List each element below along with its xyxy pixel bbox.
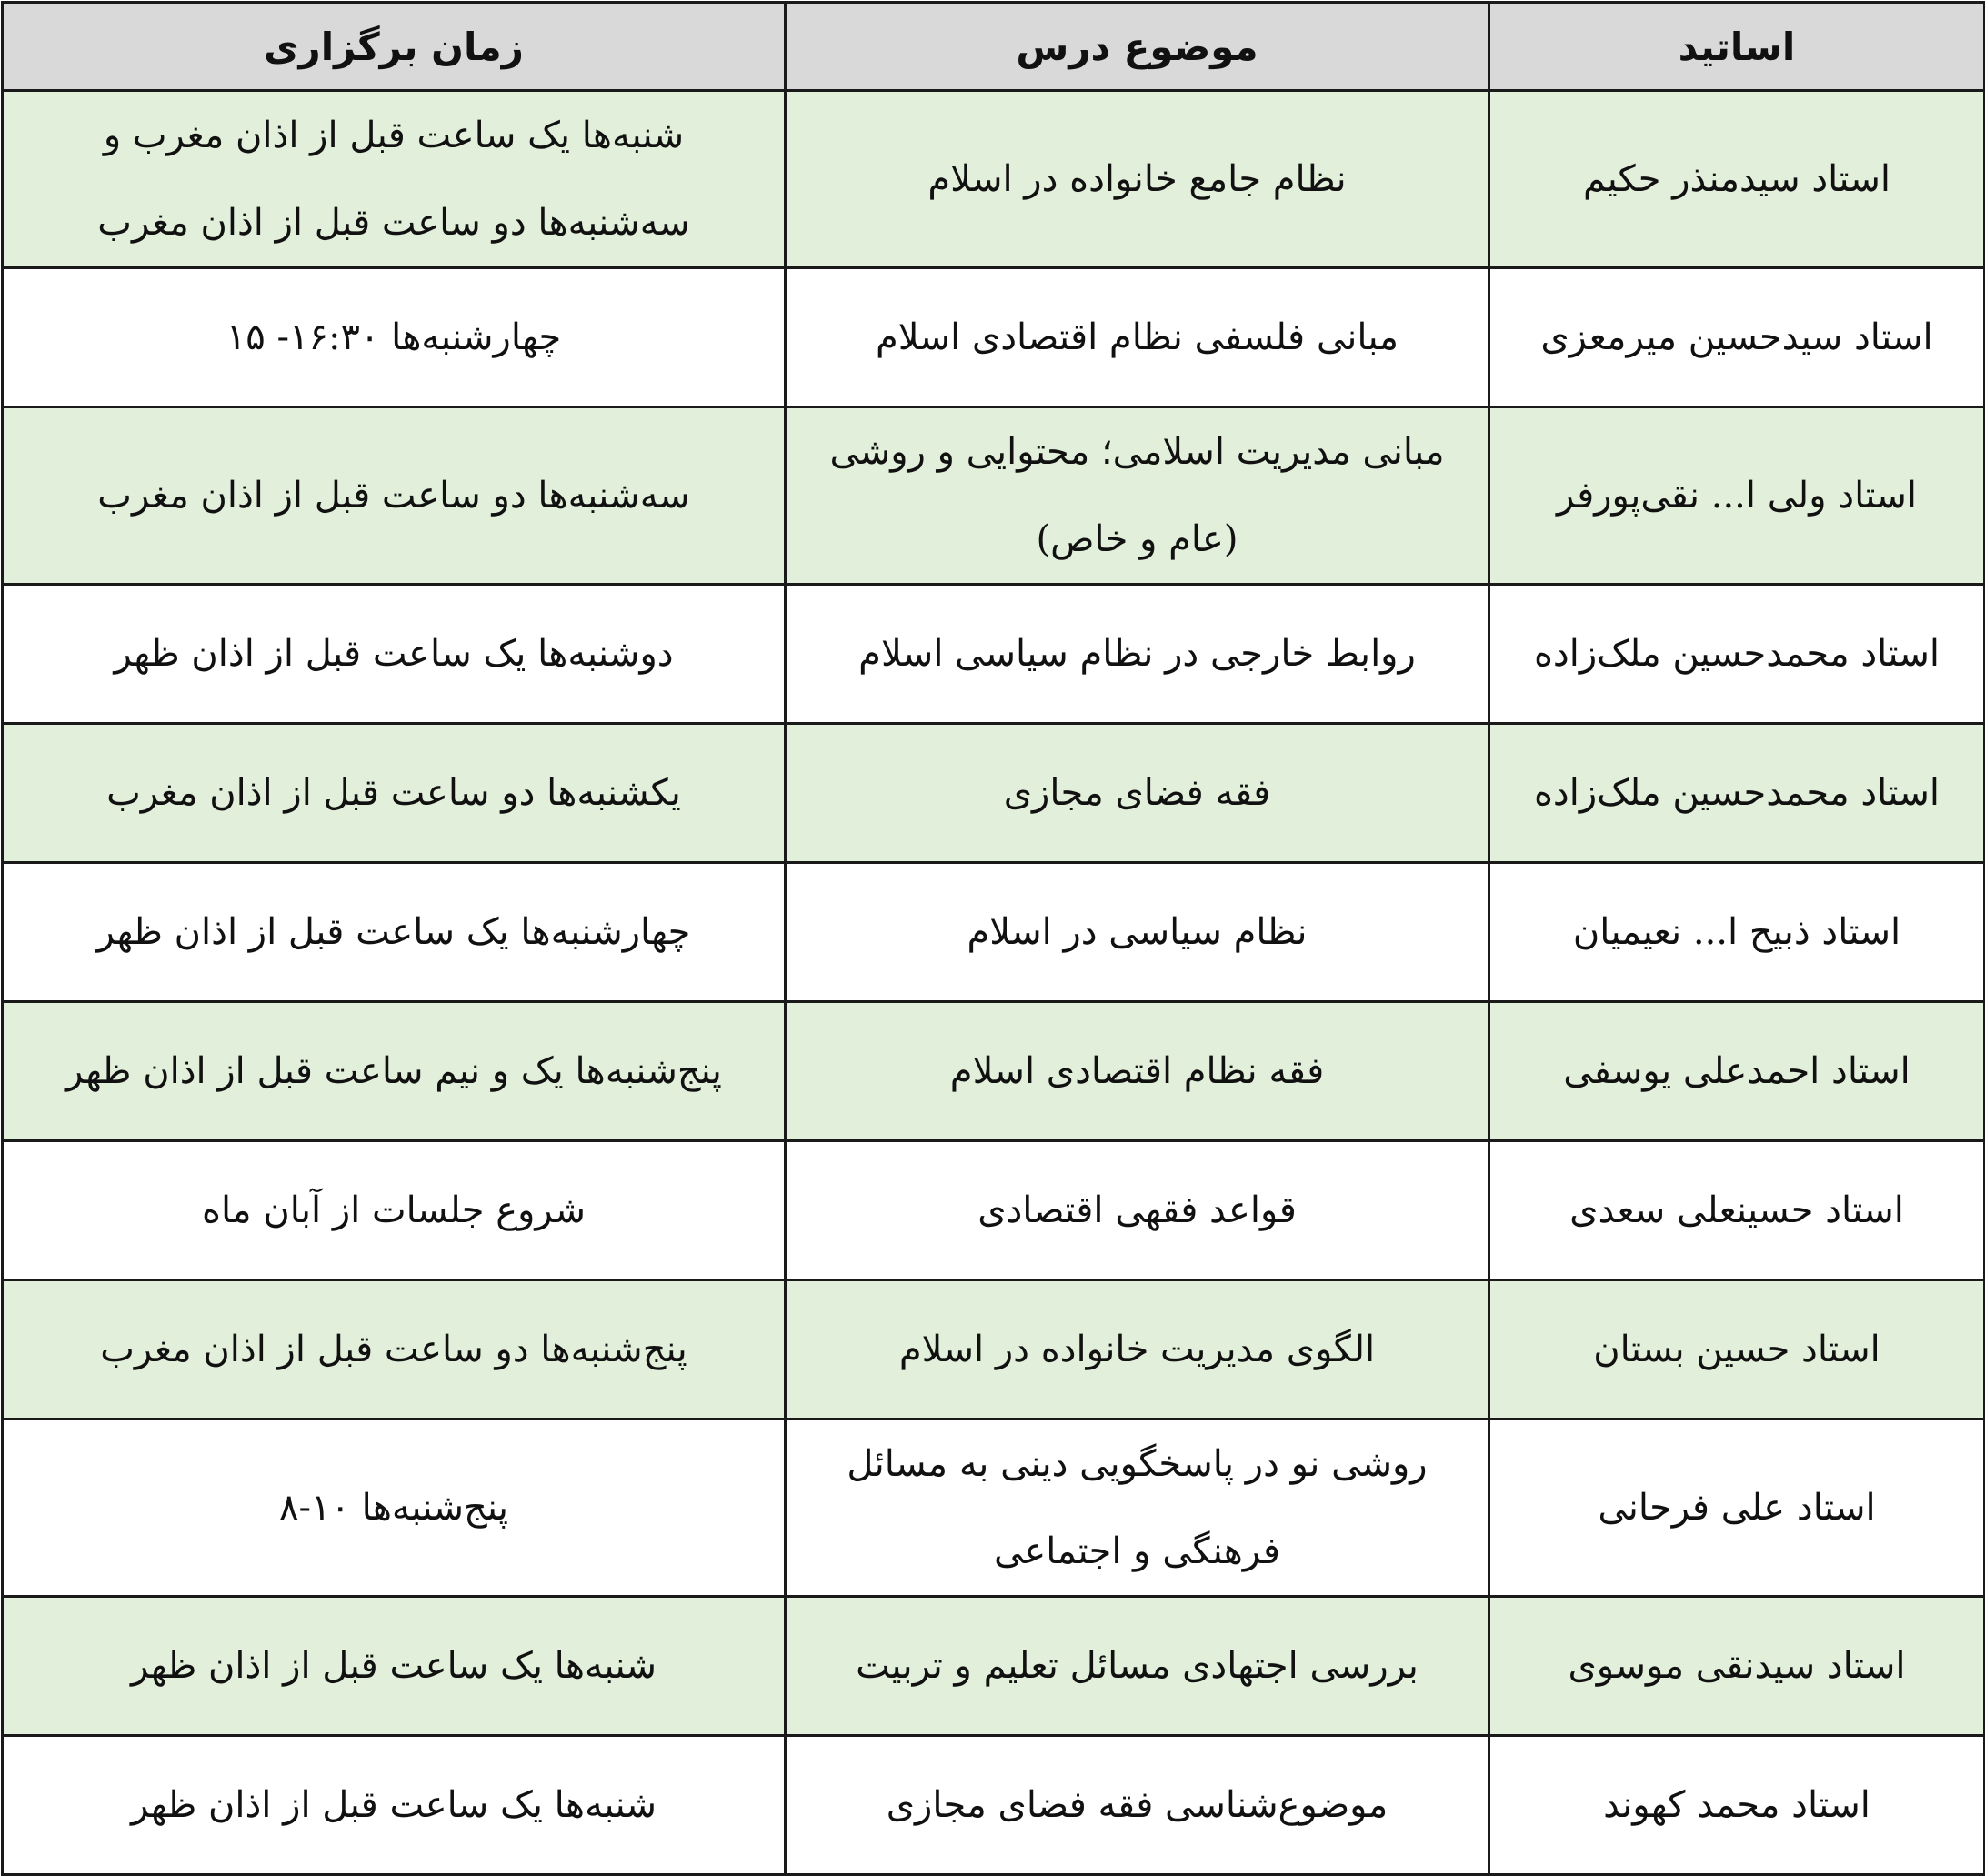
topic-cell: روشی نو در پاسخگویی دینی به مسائل فرهنگی و اجتماعی <box>786 1420 1489 1597</box>
table-row <box>3 585 1985 724</box>
time-cell: سه‌شنبه‌ها دو ساعت قبل از اذان مغرب <box>3 407 786 585</box>
professor-cell: استاد محمدحسین ملک‌زاده <box>1489 724 1985 863</box>
topic-cell: روابط خارجی در نظام سیاسی اسلام <box>786 585 1489 724</box>
header-professor: اساتید <box>1489 3 1985 91</box>
time-cell: پنج‌شنبه‌ها دو ساعت قبل از اذان مغرب <box>3 1280 786 1420</box>
table-row <box>3 1141 1985 1280</box>
table-row <box>3 1280 1985 1420</box>
header-time: زمان برگزاری <box>3 3 786 91</box>
table-row <box>3 91 1985 268</box>
professor-cell: استاد علی فرحانی <box>1489 1420 1985 1597</box>
topic-cell: قواعد فقهی اقتصادی <box>786 1141 1489 1280</box>
topic-cell: فقه فضای مجازی <box>786 724 1489 863</box>
course-schedule-table <box>1 1 1985 1876</box>
topic-cell: الگوی مدیریت خانواده در اسلام <box>786 1280 1489 1420</box>
time-cell: چهارشنبه‌ها یک ساعت قبل از اذان ظهر <box>3 863 786 1002</box>
time-cell: چهارشنبه‌ها ۱۶:۳۰- ۱۵ <box>3 268 786 407</box>
time-cell: دوشنبه‌ها یک ساعت قبل از اذان ظهر <box>3 585 786 724</box>
table-row <box>3 863 1985 1002</box>
time-cell: پنج‌شنبه‌ها ۱۰-۸ <box>3 1420 786 1597</box>
time-cell: شنبه‌ها یک ساعت قبل از اذان مغرب و سه‌شنبه‌ها دو ساعت قبل از اذان مغرب <box>3 91 786 268</box>
professor-cell: استاد سیدمنذر حکیم <box>1489 91 1985 268</box>
professor-cell: استاد ذبیح ا... نعیمیان <box>1489 863 1985 1002</box>
topic-cell: مبانی فلسفی نظام اقتصادی اسلام <box>786 268 1489 407</box>
table-row <box>3 1420 1985 1597</box>
time-cell: شنبه‌ها یک ساعت قبل از اذان ظهر <box>3 1736 786 1875</box>
header-row <box>3 3 1985 91</box>
professor-cell: استاد حسین بستان <box>1489 1280 1985 1420</box>
professor-cell: استاد احمدعلی یوسفی <box>1489 1002 1985 1141</box>
table-row <box>3 268 1985 407</box>
time-cell: یکشنبه‌ها دو ساعت قبل از اذان مغرب <box>3 724 786 863</box>
table-row <box>3 1002 1985 1141</box>
topic-cell: موضوع‌شناسی فقه فضای مجازی <box>786 1736 1489 1875</box>
table-row <box>3 724 1985 863</box>
table-row <box>3 1597 1985 1736</box>
topic-cell: فقه نظام اقتصادی اسلام <box>786 1002 1489 1141</box>
professor-cell: استاد سیدحسین میرمعزی <box>1489 268 1985 407</box>
topic-cell: مبانی مدیریت اسلامی؛ محتوایی و روشی (عام و خاص) <box>786 407 1489 585</box>
professor-cell: استاد محمد کهوند <box>1489 1736 1985 1875</box>
time-cell: شروع جلسات از آبان ماه <box>3 1141 786 1280</box>
professor-cell: استاد سیدنقی موسوی <box>1489 1597 1985 1736</box>
professor-cell: استاد حسینعلی سعدی <box>1489 1141 1985 1280</box>
topic-cell: نظام سیاسی در اسلام <box>786 863 1489 1002</box>
table-row <box>3 1736 1985 1875</box>
time-cell: شنبه‌ها یک ساعت قبل از اذان ظهر <box>3 1597 786 1736</box>
topic-cell: بررسی اجتهادی مسائل تعلیم و تربیت <box>786 1597 1489 1736</box>
professor-cell: استاد محمدحسین ملک‌زاده <box>1489 585 1985 724</box>
time-cell: پنج‌شنبه‌ها یک و نیم ساعت قبل از اذان ظهر <box>3 1002 786 1141</box>
topic-cell: نظام جامع خانواده در اسلام <box>786 91 1489 268</box>
table-row <box>3 407 1985 585</box>
header-topic: موضوع درس <box>786 3 1489 91</box>
professor-cell: استاد ولی ا... نقی‌پورفر <box>1489 407 1985 585</box>
